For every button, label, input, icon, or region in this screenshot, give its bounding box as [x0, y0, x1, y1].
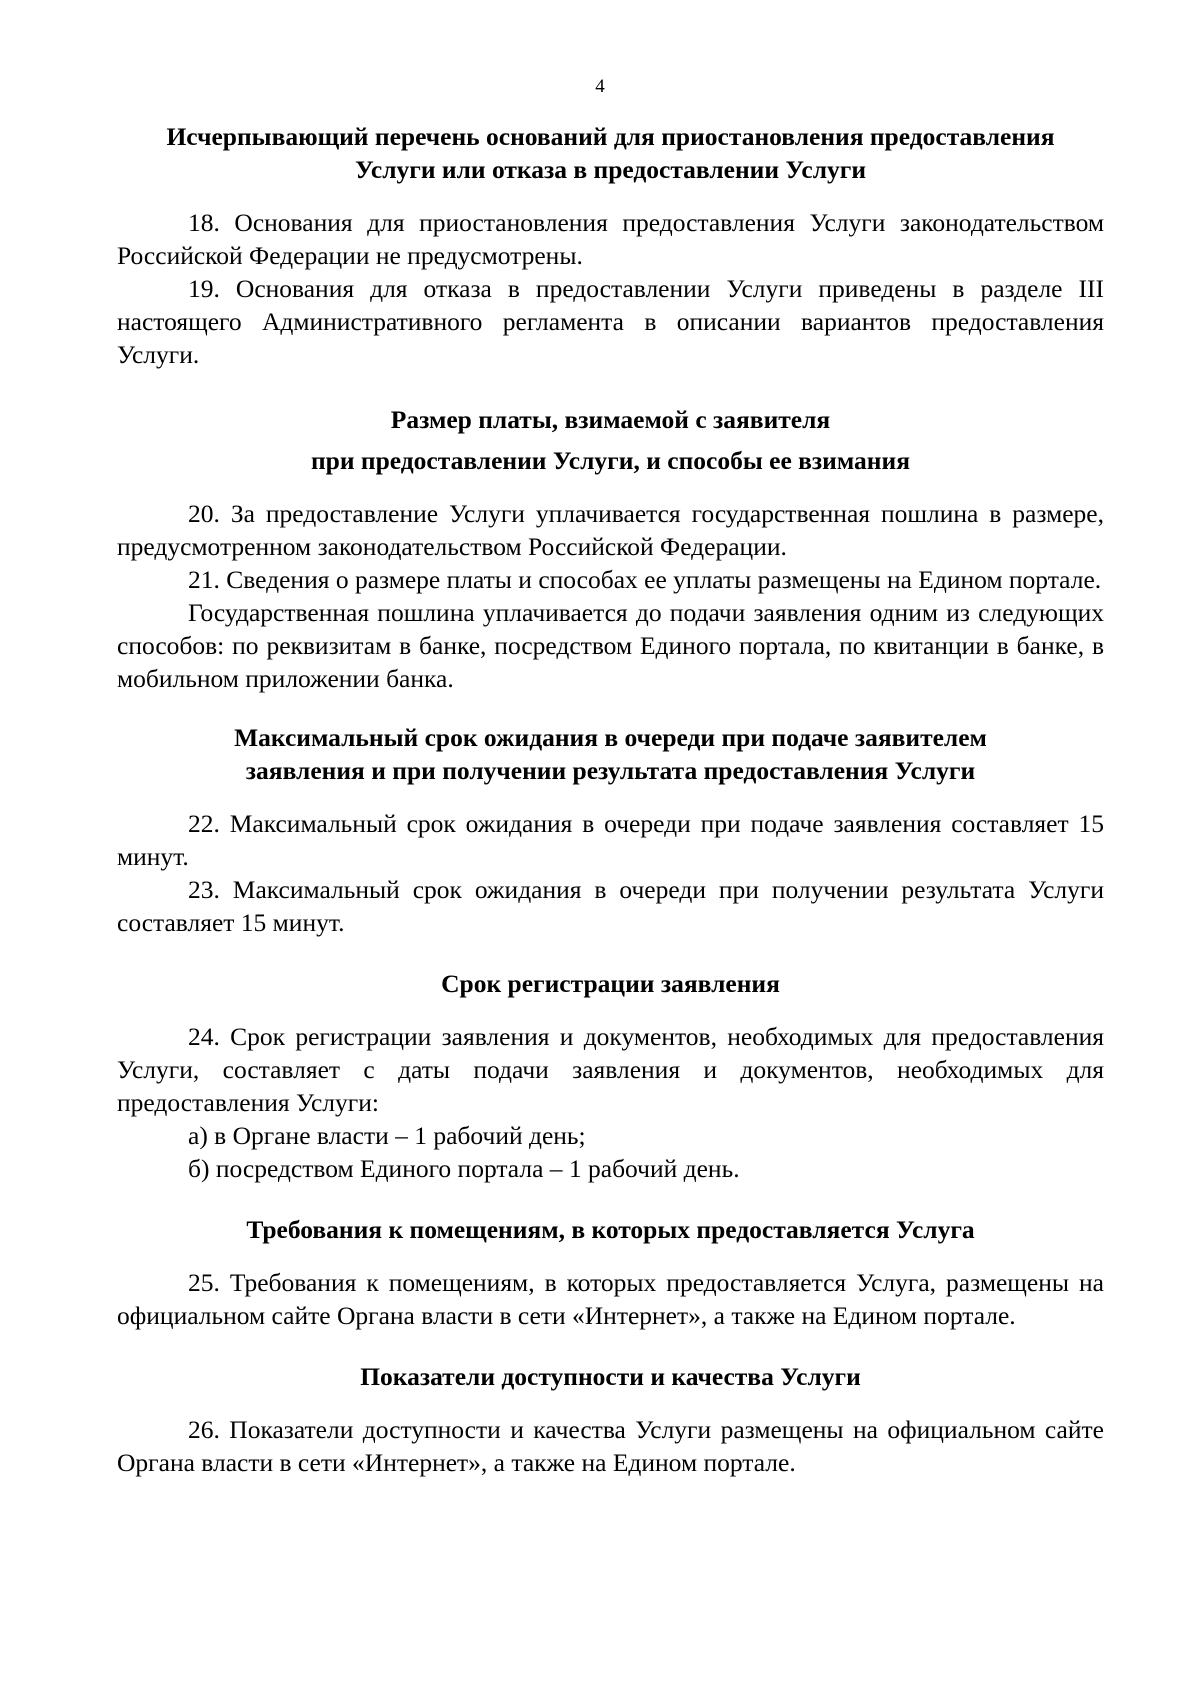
document-body — [117, 120, 1104, 1479]
section-heading-line1: Размер платы, взимаемой с заявителя — [390, 405, 831, 434]
paragraph-21: 21. Сведения о размере платы и способах ее уплаты размещены на Едином портале. — [188, 565, 1102, 594]
section-heading: Требования к помещениям, в которых предоставляется Услуга — [246, 1215, 975, 1244]
list-item-b: б) посредством Единого портала – 1 рабочий день. — [188, 1154, 740, 1183]
section-suspension-grounds — [117, 120, 1104, 371]
page-number: 4 — [595, 76, 605, 97]
paragraph-20: 20. За предоставление Услуги уплачивается государственная пошлина в размере, предусмотренном законодательством Российской Федерации. — [117, 499, 1104, 561]
section-heading-line2: при предоставлении Услуги, и способы ее взимания — [310, 446, 910, 475]
paragraph-24: 24. Срок регистрации заявления и документов, необходимых для предоставления Услуги, составляет с даты подачи заявления и документов, необходимых для предоставления Услуги: — [117, 1022, 1104, 1117]
paragraph-25: 25. Требования к помещениям, в которых предоставляется Услуга, размещены на официальном сайте Органа власти в сети «Интернет», а также на Едином портале. — [117, 1268, 1104, 1330]
paragraph-18: 18. Основания для приостановления предоставления Услуги законодательством Российской Федерации не предусмотрены. — [117, 208, 1104, 270]
section-heading: Срок регистрации заявления — [441, 969, 780, 998]
section-heading: Максимальный срок ожидания в очереди при подаче заявителем заявления и при получении результата предоставления Услуги — [234, 723, 987, 785]
section-queue-time — [117, 721, 1104, 939]
section-heading: Исчерпывающий перечень оснований для приостановления предоставления Услуги или отказа в предоставлении Услуги — [166, 122, 1055, 184]
section-heading: Показатели доступности и качества Услуги — [360, 1362, 861, 1391]
paragraph-fee-methods: Государственная пошлина уплачивается до подачи заявления одним из следующих способов: по реквизитам в банке, посредством Единого портала, по квитанции в банке, в мобильном приложении банка. — [117, 598, 1104, 693]
paragraph-22: 22. Максимальный срок ожидания в очереди при подаче заявления составляет 15 минут. — [117, 809, 1104, 871]
paragraph-19: 19. Основания для отказа в предоставлении Услуги приведены в разделе III настоящего Административного регламента в описании вариантов предоставления Услуги. — [117, 274, 1104, 369]
paragraph-23: 23. Максимальный срок ожидания в очереди при получении результата Услуги составляет 15 минут. — [117, 875, 1104, 937]
section-fee — [117, 403, 1104, 695]
list-item-a: а) в Органе власти – 1 рабочий день; — [188, 1121, 586, 1150]
paragraph-26: 26. Показатели доступности и качества Услуги размещены на официальном сайте Органа власти в сети «Интернет», а также на Едином портале. — [117, 1415, 1104, 1477]
section-premises-requirements — [117, 1213, 1104, 1332]
section-quality-indicators — [117, 1360, 1104, 1479]
section-registration-term — [117, 967, 1104, 1185]
